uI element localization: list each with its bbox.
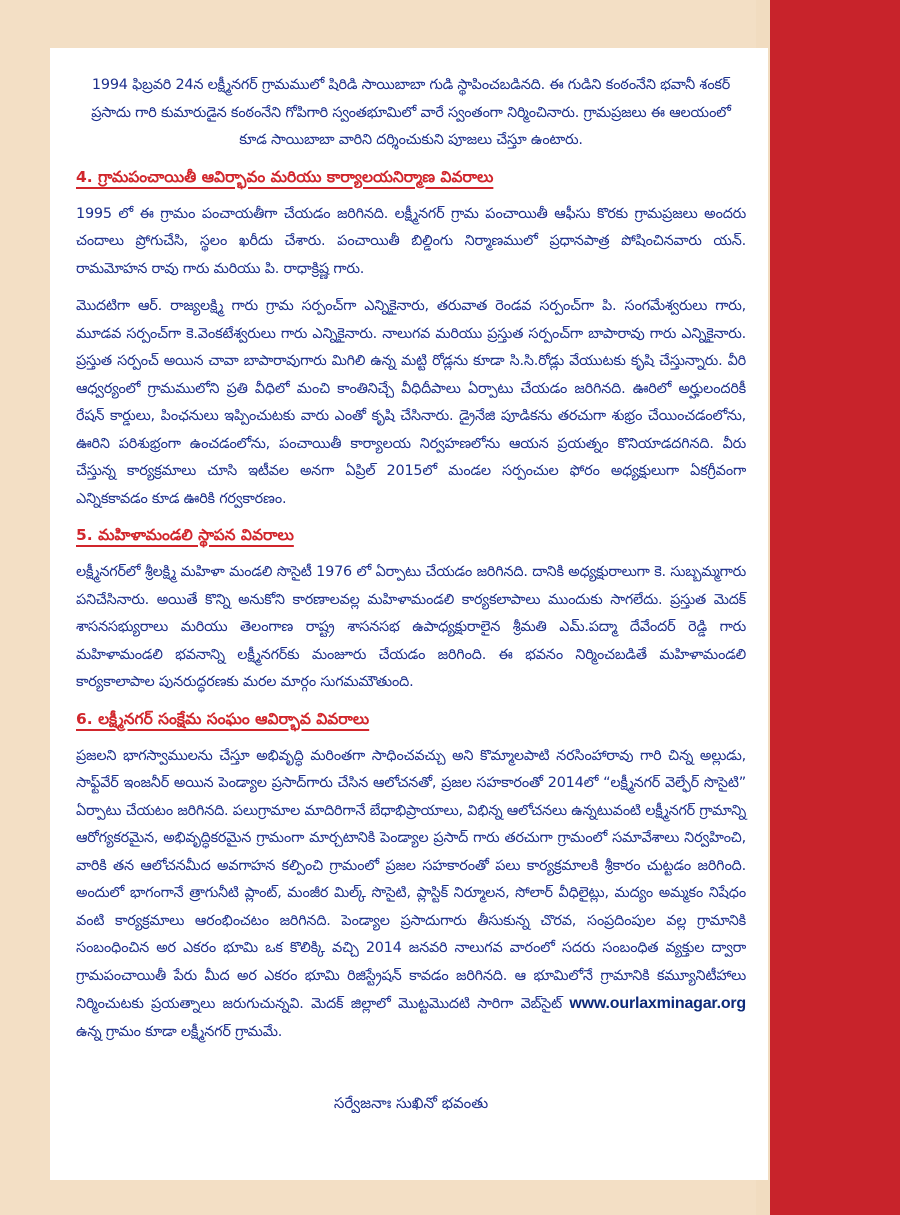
section-4-paragraph-2: మొదటిగా ఆర్. రాజ్యలక్ష్మి గారు గ్రామ సర్పంచ్‌గా ఎన్నికైనారు, తరువాత రెండవ సర్పంచ్‌గా పి. సంగమేశ్వరులు గారు, మూడవ సర్పంచ్‌గా కె.వెంకటేశ్వరులు గారు ఎన్నికైనారు. నాలుగవ మరియు ప్రస్తుత సర్పంచ్‌గా బాపారావు గారు ఎన్నికైనారు. ప్రస్తుత సర్పంచ్ అయిన చావా బాపారావుగారు మిగిలి ఉన్న మట్టి రోడ్లను కూడా సి.సి.రోడ్లు వేయుటకు కృషి చేస్తున్నారు. వీరి ఆధ్వర్యంలో గ్రామములోని ప్రతి వీధిలో మంచి కాంతినిచ్చే వీధిదీపాలు ఏర్పాటు చేయడం జరిగినది. ఊరిలో అర్హులందరికీ రేషన్ కార్డులు, పింఛనులు ఇప్పించుటకు వారు ఎంతో కృషి చేసినారు. డ్రైనేజి పూడికను తరచుగా శుభ్రం చేయించడంలోను, ఊరిని పరిశుభ్రంగా ఉంచడంలోను, పంచాయితీ కార్యాలయ నిర్వహణలోను ఆయన ప్రయత్నం కొనియాడదగినది. వీరు చేస్తున్న కార్యక్రమాలు చూసి ఇటీవల అనగా ఏప్రిల్ 2015లో మండల సర్పంచుల ఫోరం అధ్యక్షులుగా ఏకగ్రీవంగా ఎన్నికకావడం కూడ ఊరికి గర్వకారణం. <box>76 298 746 507</box>
website-link[interactable]: www.ourlaxminagar.org <box>569 995 746 1012</box>
section-6-heading: 6. లక్ష్మీనగర్ సంక్షేమ సంఘం ఆవిర్భావ వివరాలు <box>76 709 370 728</box>
section-4-paragraph-1: 1995 లో ఈ గ్రామం పంచాయతీగా చేయడం జరిగినది. లక్ష్మీనగర్ గ్రామ పంచాయితీ ఆఫీసు కొరకు గ్రామప్రజలు అందరు చందాలు ప్రోగుచేసి, స్థలం ఖరీదు చేశారు. పంచాయితీ బిల్డింగు నిర్మాణములో ప్రధానపాత్ర పోషించినవారు యన్. రామమోహన రావు గారు మరియు పి. రాధాక్రిష్ణ గారు. <box>76 205 746 277</box>
section-6-text-after: ఉన్న గ్రామం కూడా లక్ష్మీనగర్ గ్రామమే. <box>76 1023 283 1040</box>
intro-paragraph: 1994 ఫిబ్రవరి 24న లక్ష్మీనగర్ గ్రామములో షిరిడి సాయిబాబా గుడి స్థాపించబడినది. ఈ గుడిని కంఠంనేని భవానీ శంకర్ ప్రసాదు గారి కుమారుడైన కంఠంనేని గోపిగారి స్వంతభూమిలో వారే స్వంతంగా నిర్మించినారు. గ్రామప్రజలు ఈ ఆలయంలో కూడ సాయిబాబా వారిని దర్శించుకుని పూజలు చేస్తూ ఉంటారు. <box>91 77 731 148</box>
section-5-heading: 5. మహిళామండలి స్థాపన వివరాలు <box>76 526 294 544</box>
section-6-text-before: ప్రజలని భాగస్వాములను చేస్తూ అభివృద్ధి మరింతగా సాధించవచ్చు అని కొమ్మాలపాటి నరసింహారావు గారి చిన్న అల్లుడు, సాఫ్ట్‌వేర్ ఇంజనీర్ అయిన పెండ్యాల ప్రసాద్‌గారు చేసిన ఆలోచనతో, ప్రజల సహకారంతో 2014లో “లక్ష్మీనగర్ వెల్ఫేర్ సొసైటి” ఏర్పాటు చేయటం జరిగినది. పలుగ్రామాల మాదిరిగానే బేధాభిప్రాయాలు, విభిన్న ఆలోచనలు ఉన్నటువంటి లక్ష్మీనగర్ గ్రామాన్ని ఆరోగ్యకరమైన, అభివృద్ధికరమైన గ్రామంగా మార్చటానికి పెండ్యాల ప్రసాద్ గారు తరచుగా గ్రామంలో సమావేశాలు నిర్వహించి, వారికి తన ఆలోచనమీద అవగాహన కల్పించి గ్రామంలో ప్రజల సహకారంతో పలు కార్యక్రమాలకి శ్రీకారం చుట్టడం జరిగింది. అందులో భాగంగానే త్రాగునీటి ప్లాంట్, మంజీర మిల్క్ సొసైటి, ప్లాస్టిక్ నిర్మూలన, సోలార్ వీధిలైట్లు, మద్యం అమ్మకం నిషేధం వంటి కార్యక్రమాలు ఆరంభించటం జరిగినది. పెండ్యాల ప్రసాదుగారు తీసుకున్న చొరవ, సంప్రదింపుల వల్ల గ్రామానికి సంబంధించిన అర ఎకరం భూమి ఒక కొలిక్కి వచ్చి 2014 జనవరి నాలుగవ వారంలో సదరు సంబంధిత వ్యక్తుల ద్వారా గ్రామపంచాయితీ పేరు మీద అర ఎకరం భూమి రిజిస్ట్రేషన్ కావడం జరిగినది. ఆ భూమిలోనే గ్రామానికి కమ్యూనిటీహాలు నిర్మించుటకు ప్రయత్నాలు జరుగుచున్నవి. మెదక్ జిల్లాలో మొట్టమొదటి సారిగా వెబ్‌సైట్ <box>76 747 746 1012</box>
page-content <box>50 48 768 1180</box>
section-4-heading: 4. గ్రామపంచాయితీ ఆవిర్భావం మరియు కార్యాలయనిర్మాణ వివరాలు <box>76 167 494 186</box>
closing-blessing: సర్వేజనాః సుఖినో భవంతు <box>333 1094 489 1112</box>
red-side-strip <box>770 0 900 1215</box>
section-5-paragraph: లక్ష్మీనగర్‌లో శ్రీలక్ష్మి మహిళా మండలి సొసైటీ 1976 లో ఏర్పాటు చేయడం జరిగినది. దానికి అధ్యక్షురాలుగా కె. సుబ్బమ్మగారు పనిచేసినారు. అయితే కొన్ని అనుకోని కారణాలవల్ల మహిళామండలి కార్యకలాపాలు ముందుకు సాగలేదు. ప్రస్తుత మెదక్ శాసనసభ్యురాలు మరియు తెలంగాణ రాష్ట్ర శాసనసభ ఉపాధ్యక్షురాలైన శ్రీమతి ఎమ్.పద్మా దేవేందర్ రెడ్డి గారు మహిళామండలి భవనాన్ని లక్ష్మీనగర్‌కు మంజూరు చేయడం జరిగింది. ఈ భవనం నిర్మించబడితే మహిళామండలి కార్యకాలాపాల పునరుద్ధరణకు మరల మార్గం సుగమమౌతుంది. <box>76 564 746 690</box>
section-6-paragraph <box>76 743 746 1047</box>
